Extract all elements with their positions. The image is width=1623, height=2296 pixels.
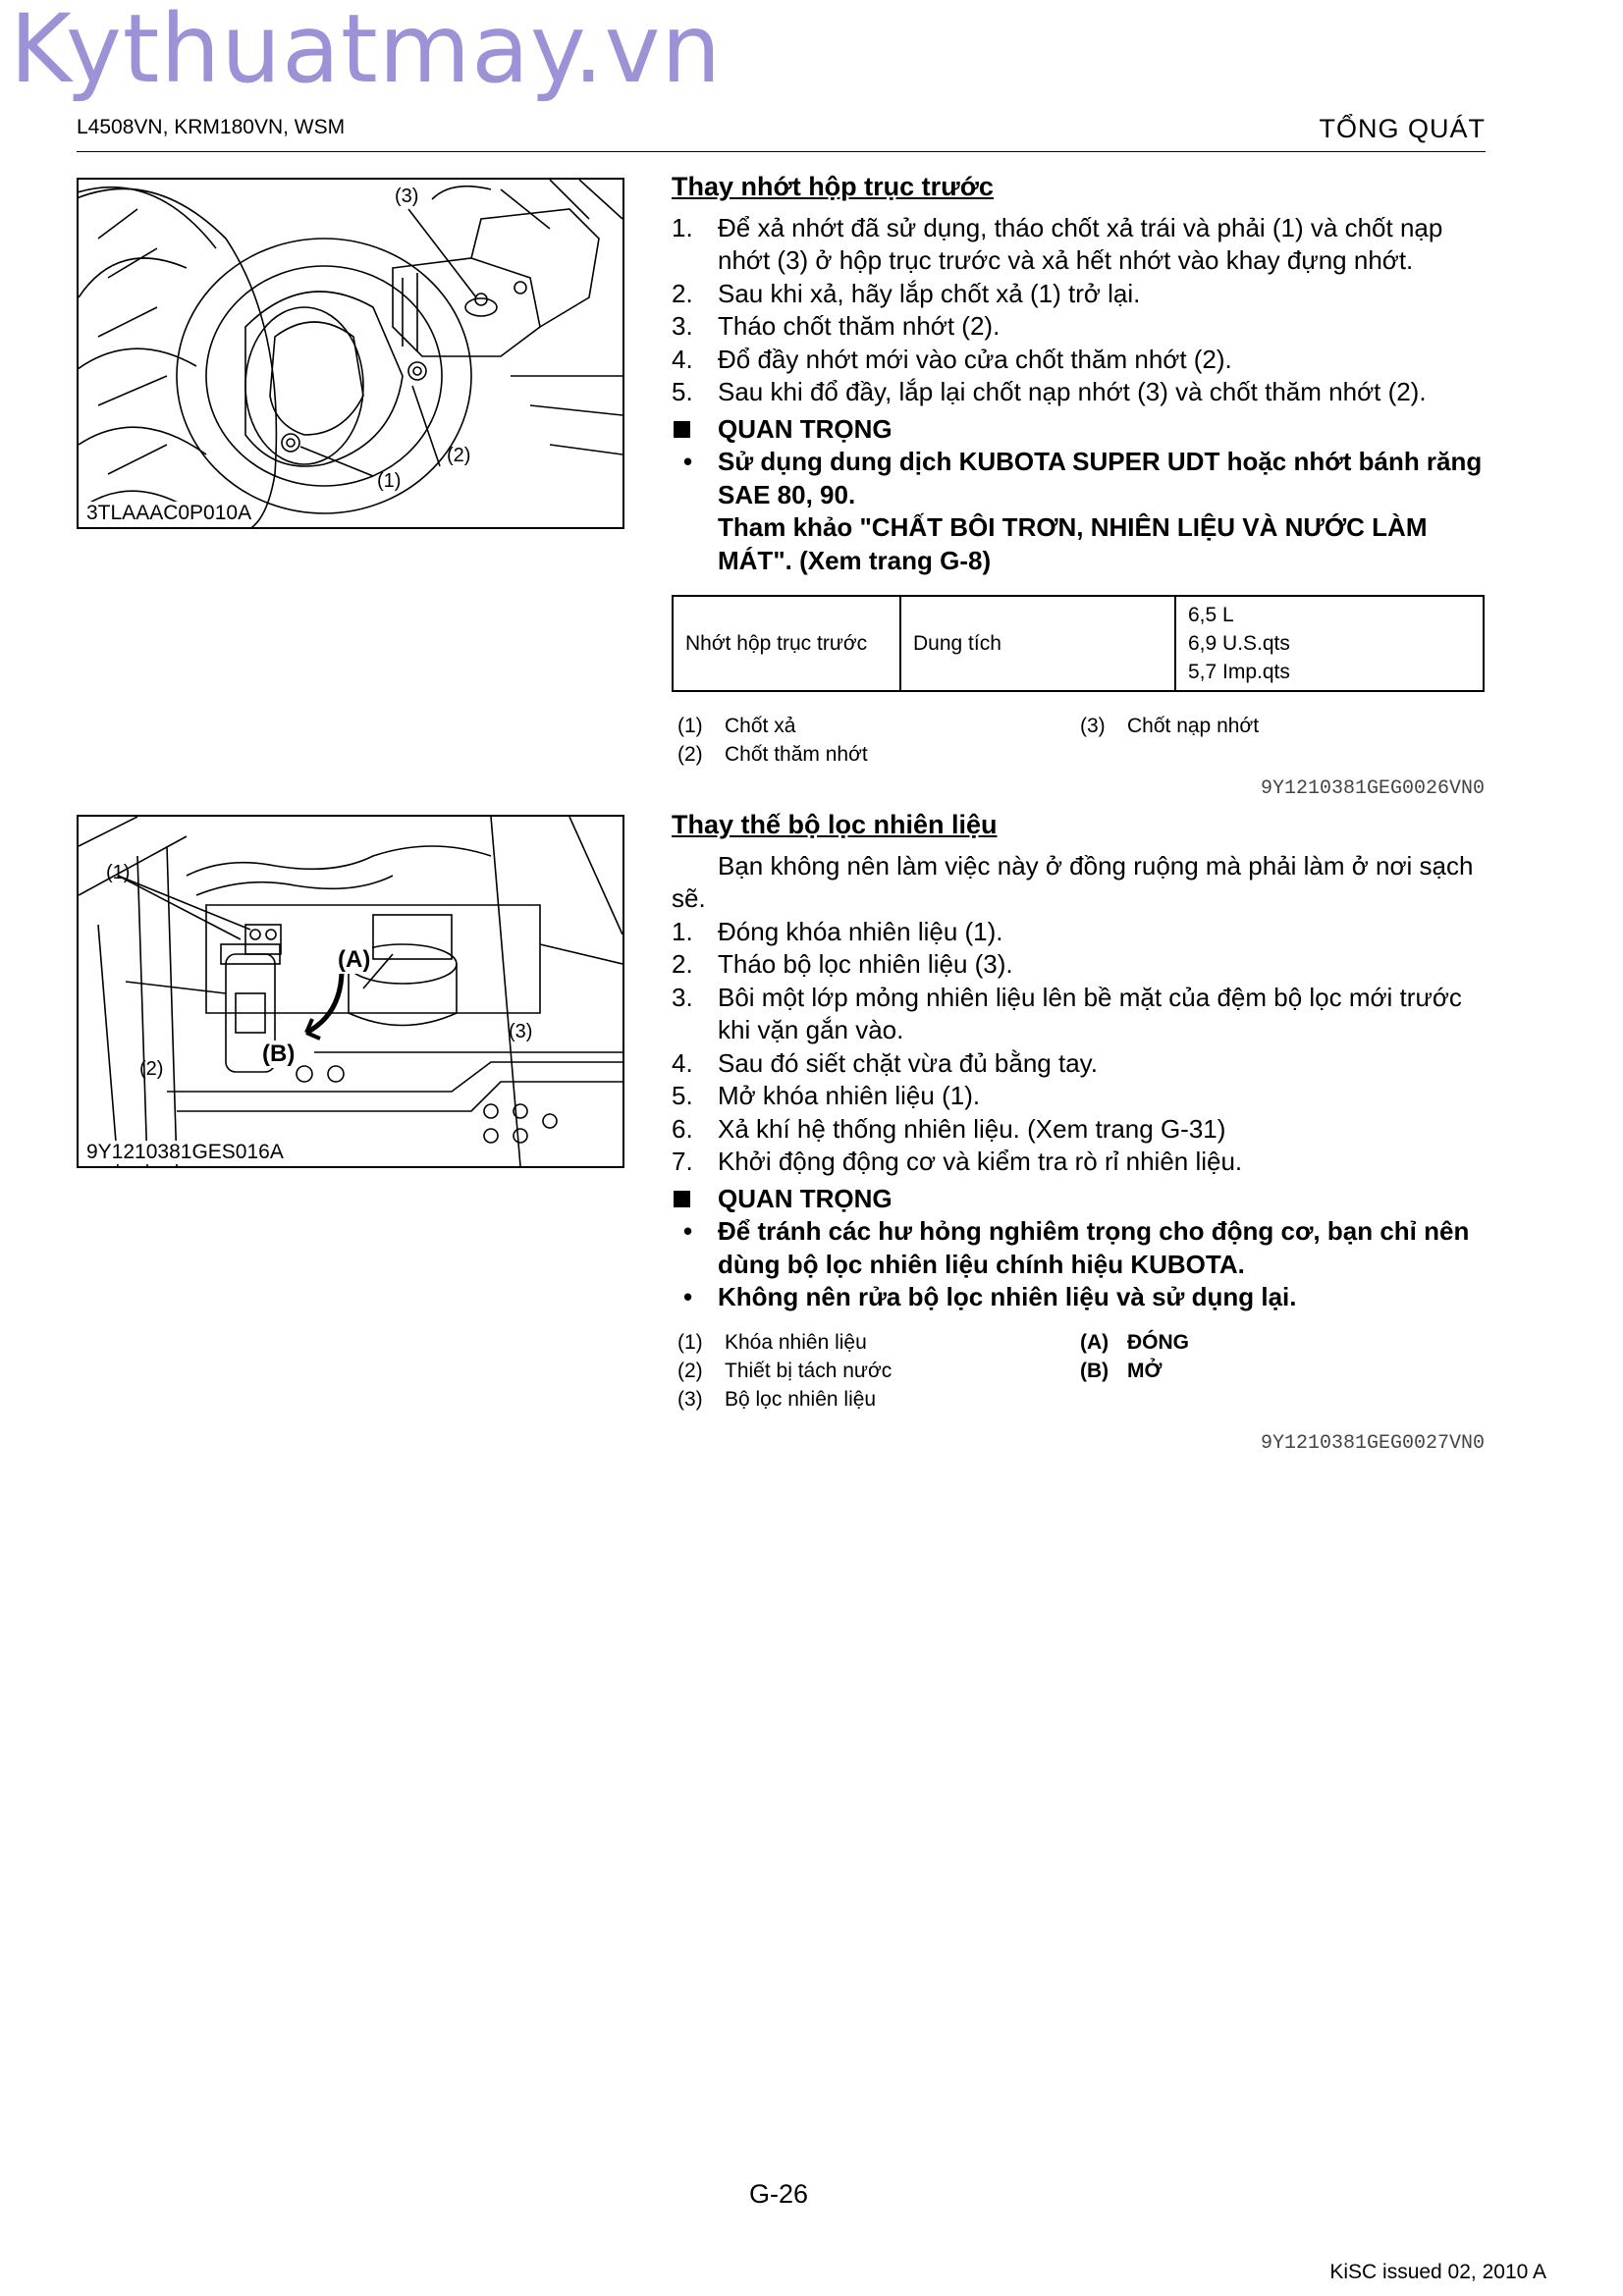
important-heading bbox=[672, 1183, 1485, 1216]
legend-row bbox=[677, 740, 1485, 769]
step-item bbox=[672, 916, 1485, 949]
table-value: 6,9 U.S.qts bbox=[1188, 632, 1290, 655]
section-title: Thay nhớt hộp trục trước bbox=[672, 172, 994, 201]
figure-caption: 3TLAAAC0P010A bbox=[86, 502, 252, 524]
step-text: Bôi một lớp mỏng nhiên liệu lên bề mặt của đệm bộ lọc mới trước khi vặn gắn vào. bbox=[718, 982, 1462, 1044]
important-label: QUAN TRỌNG bbox=[718, 1183, 893, 1213]
step-number: 2. bbox=[672, 278, 693, 308]
legend-label: Bộ lọc nhiên liệu bbox=[725, 1387, 877, 1411]
step-item bbox=[672, 982, 1485, 1047]
step-text: Khởi động động cơ và kiểm tra rò rỉ nhiên liệu. bbox=[718, 1147, 1243, 1176]
callout-3: (3) bbox=[395, 186, 419, 207]
step-number: 1. bbox=[672, 212, 693, 242]
legend-key: (B) bbox=[1080, 1359, 1109, 1382]
figure-front-axle bbox=[77, 178, 624, 529]
step-item bbox=[672, 212, 1485, 278]
callout-b: (B) bbox=[262, 1041, 296, 1067]
step-text: Xả khí hệ thống nhiên liệu. (Xem trang G-31) bbox=[718, 1113, 1226, 1144]
step-text: Sau khi xả, hãy lắp chốt xả (1) trở lại. bbox=[718, 278, 1141, 308]
bullet-text: Để tránh các hư hỏng nghiêm trọng cho động cơ, bạn chỉ nên dùng bộ lọc nhiên liệu chính hiệu KUBOTA. bbox=[718, 1216, 1470, 1279]
section-fuel-filter bbox=[672, 809, 1485, 1460]
legend-key: (3) bbox=[1080, 715, 1106, 737]
figure-fuel-filter bbox=[77, 815, 624, 1168]
figure-caption: 9Y1210381GES016A bbox=[86, 1141, 284, 1163]
legend-label: MỞ bbox=[1127, 1359, 1163, 1382]
bullet-text: Tham khảo "CHẤT BÔI TRƠN, NHIÊN LIỆU VÀ NƯỚC LÀM MÁT". (Xem trang G-8) bbox=[718, 512, 1428, 575]
site-watermark: Kythuatmay.vn bbox=[10, 0, 723, 104]
capacity-table bbox=[672, 595, 1485, 692]
step-number: 5. bbox=[672, 377, 693, 406]
step-text: Đóng khóa nhiên liệu (1). bbox=[718, 916, 1003, 946]
step-number: 3. bbox=[672, 982, 693, 1012]
important-bullet bbox=[672, 1281, 1485, 1314]
figure-legend bbox=[672, 1328, 1485, 1414]
step-item bbox=[672, 1146, 1485, 1179]
step-text: Tháo chốt thăm nhớt (2). bbox=[718, 311, 1001, 341]
callout-1: (1) bbox=[106, 862, 131, 883]
step-text: Để xả nhớt đã sử dụng, tháo chốt xả trái và phải (1) và chốt nạp nhớt (3) ở hộp trục trước và xả hết nhớt vào khay đựng nhớt. bbox=[718, 212, 1443, 275]
important-label: QUAN TRỌNG bbox=[718, 413, 893, 444]
legend-row bbox=[677, 1385, 1485, 1414]
bullet-dot-icon: • bbox=[683, 1216, 693, 1246]
reference-code: 9Y1210381GEG0027VN0 bbox=[1260, 1431, 1485, 1455]
legend-key: (1) bbox=[677, 1330, 703, 1354]
header-rule bbox=[77, 151, 1486, 152]
step-text: Sau đó siết chặt vừa đủ bằng tay. bbox=[718, 1047, 1098, 1078]
callout-1: (1) bbox=[377, 470, 402, 492]
legend-row bbox=[677, 1328, 1485, 1357]
header-section: TỔNG QUÁT bbox=[1319, 114, 1486, 143]
step-item bbox=[672, 1113, 1485, 1147]
step-number: 1. bbox=[672, 916, 693, 946]
step-number: 6. bbox=[672, 1113, 693, 1144]
legend-label: Chốt nạp nhớt bbox=[1127, 715, 1260, 737]
step-item bbox=[672, 1047, 1485, 1081]
step-number: 4. bbox=[672, 1047, 693, 1078]
reference-code: 9Y1210381GEG0026VN0 bbox=[1260, 777, 1485, 800]
page-number: G-26 bbox=[749, 2179, 809, 2209]
callout-3: (3) bbox=[509, 1021, 533, 1042]
callout-a: (A) bbox=[338, 946, 371, 973]
legend-label: Chốt xả bbox=[725, 715, 796, 737]
front-axle-drawing bbox=[79, 180, 622, 527]
step-text: Đổ đầy nhớt mới vào cửa chốt thăm nhớt (2). bbox=[718, 344, 1232, 374]
step-item bbox=[672, 344, 1485, 377]
step-text: Mở khóa nhiên liệu (1). bbox=[718, 1081, 981, 1110]
square-bullet-icon bbox=[674, 421, 690, 438]
figure-legend bbox=[672, 712, 1485, 769]
section-title: Thay thế bộ lọc nhiên liệu bbox=[672, 810, 998, 839]
step-text: Sau khi đổ đầy, lắp lại chốt nạp nhớt (3) và chốt thăm nhớt (2). bbox=[718, 377, 1427, 406]
bullet-dot-icon: • bbox=[683, 447, 693, 476]
step-number: 2. bbox=[672, 949, 693, 979]
step-item bbox=[672, 310, 1485, 344]
step-item bbox=[672, 278, 1485, 311]
legend-label: Khóa nhiên liệu bbox=[725, 1330, 867, 1354]
legend-key: (3) bbox=[677, 1387, 703, 1411]
square-bullet-icon bbox=[674, 1191, 690, 1207]
table-value: 5,7 Imp.qts bbox=[1188, 661, 1290, 683]
step-number: 5. bbox=[672, 1081, 693, 1110]
step-text: Tháo bộ lọc nhiên liệu (3). bbox=[718, 949, 1013, 979]
table-value-cell bbox=[1175, 596, 1484, 691]
legend-row bbox=[677, 712, 1485, 740]
callout-2: (2) bbox=[447, 445, 471, 466]
bullet-dot-icon: • bbox=[683, 1282, 693, 1311]
bullet-text: Không nên rửa bộ lọc nhiên liệu và sử dụng lại. bbox=[718, 1282, 1297, 1311]
bullet-text: Sử dụng dung dịch KUBOTA SUPER UDT hoặc nhớt bánh răng SAE 80, 90. bbox=[718, 447, 1483, 509]
callout-2: (2) bbox=[139, 1058, 164, 1080]
legend-key: (1) bbox=[677, 715, 703, 737]
legend-label: ĐÓNG bbox=[1127, 1330, 1189, 1354]
step-number: 3. bbox=[672, 311, 693, 341]
step-item bbox=[672, 376, 1485, 409]
step-number: 7. bbox=[672, 1147, 693, 1176]
legend-row bbox=[677, 1357, 1485, 1385]
important-bullet bbox=[672, 1215, 1485, 1281]
issue-note: KiSC issued 02, 2010 A bbox=[1329, 2261, 1546, 2283]
table-item-cell: Nhớt hộp trục trước bbox=[673, 596, 900, 691]
legend-key: (A) bbox=[1080, 1330, 1109, 1354]
step-number: 4. bbox=[672, 344, 693, 374]
table-property-cell: Dung tích bbox=[900, 596, 1175, 691]
legend-label: Chốt thăm nhớt bbox=[725, 743, 868, 766]
step-item bbox=[672, 948, 1485, 982]
table-value: 6,5 L bbox=[1188, 604, 1234, 626]
step-item bbox=[672, 1080, 1485, 1113]
legend-key: (2) bbox=[677, 743, 703, 766]
important-bullet bbox=[672, 446, 1485, 577]
header-models: L4508VN, KRM180VN, WSM bbox=[77, 116, 346, 138]
fuel-filter-drawing bbox=[79, 817, 622, 1166]
section-front-axle-oil bbox=[672, 171, 1485, 806]
important-heading bbox=[672, 413, 1485, 447]
legend-key: (2) bbox=[677, 1359, 703, 1382]
legend-label: Thiết bị tách nước bbox=[725, 1359, 893, 1382]
intro-text: Bạn không nên làm việc này ở đồng ruộng mà phải làm ở nơi sạch sẽ. bbox=[672, 850, 1474, 913]
